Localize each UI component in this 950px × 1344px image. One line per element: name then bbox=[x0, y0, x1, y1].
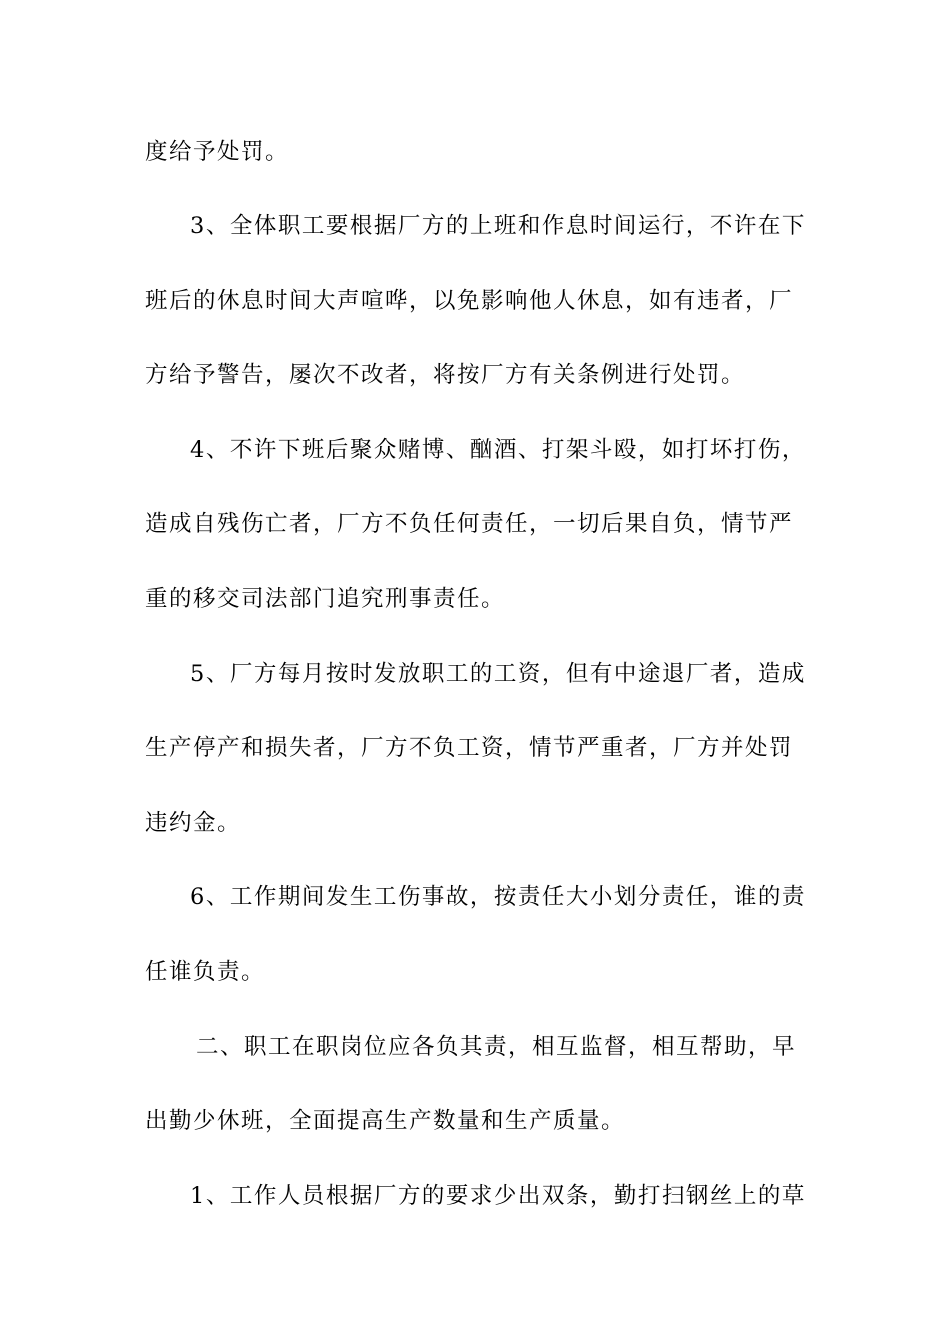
text-line: 方给予警告，屡次不改者，将按厂方有关条例进行处罚。 bbox=[145, 362, 746, 388]
text-line: 5、厂方每月按时发放职工的工资，但有中途退厂者，造成 bbox=[190, 661, 806, 687]
text-line: 重的移交司法部门追究刑事责任。 bbox=[145, 586, 506, 612]
text-line: 生产停产和损失者，厂方不负工资，情节严重者，厂方并处罚 bbox=[145, 735, 794, 761]
text-line: 违约金。 bbox=[145, 810, 242, 836]
text-line: 1、工作人员根据厂方的要求少出双条，勤打扫钢丝上的草 bbox=[190, 1183, 806, 1209]
text-line: 3、全体职工要根据厂方的上班和作息时间运行，不许在下 bbox=[190, 213, 806, 239]
text-line: 班后的休息时间大声喧哗，以免影响他人休息，如有违者，厂 bbox=[145, 288, 794, 314]
text-line: 4、不许下班后聚众赌博、酗酒、打架斗殴，如打坏打伤， bbox=[190, 437, 806, 463]
text-line: 出勤少休班，全面提高生产数量和生产质量。 bbox=[145, 1108, 626, 1134]
text-line: 造成自残伤亡者，厂方不负任何责任，一切后果自负，情节严 bbox=[145, 511, 794, 537]
text-line: 任谁负责。 bbox=[145, 959, 266, 985]
text-line: 度给予处罚。 bbox=[145, 139, 290, 165]
section-heading: 二、职工在职岗位应各负其责，相互监督，相互帮助，早 bbox=[196, 1034, 797, 1060]
text-line: 6、工作期间发生工伤事故，按责任大小划分责任，谁的责 bbox=[190, 884, 806, 910]
